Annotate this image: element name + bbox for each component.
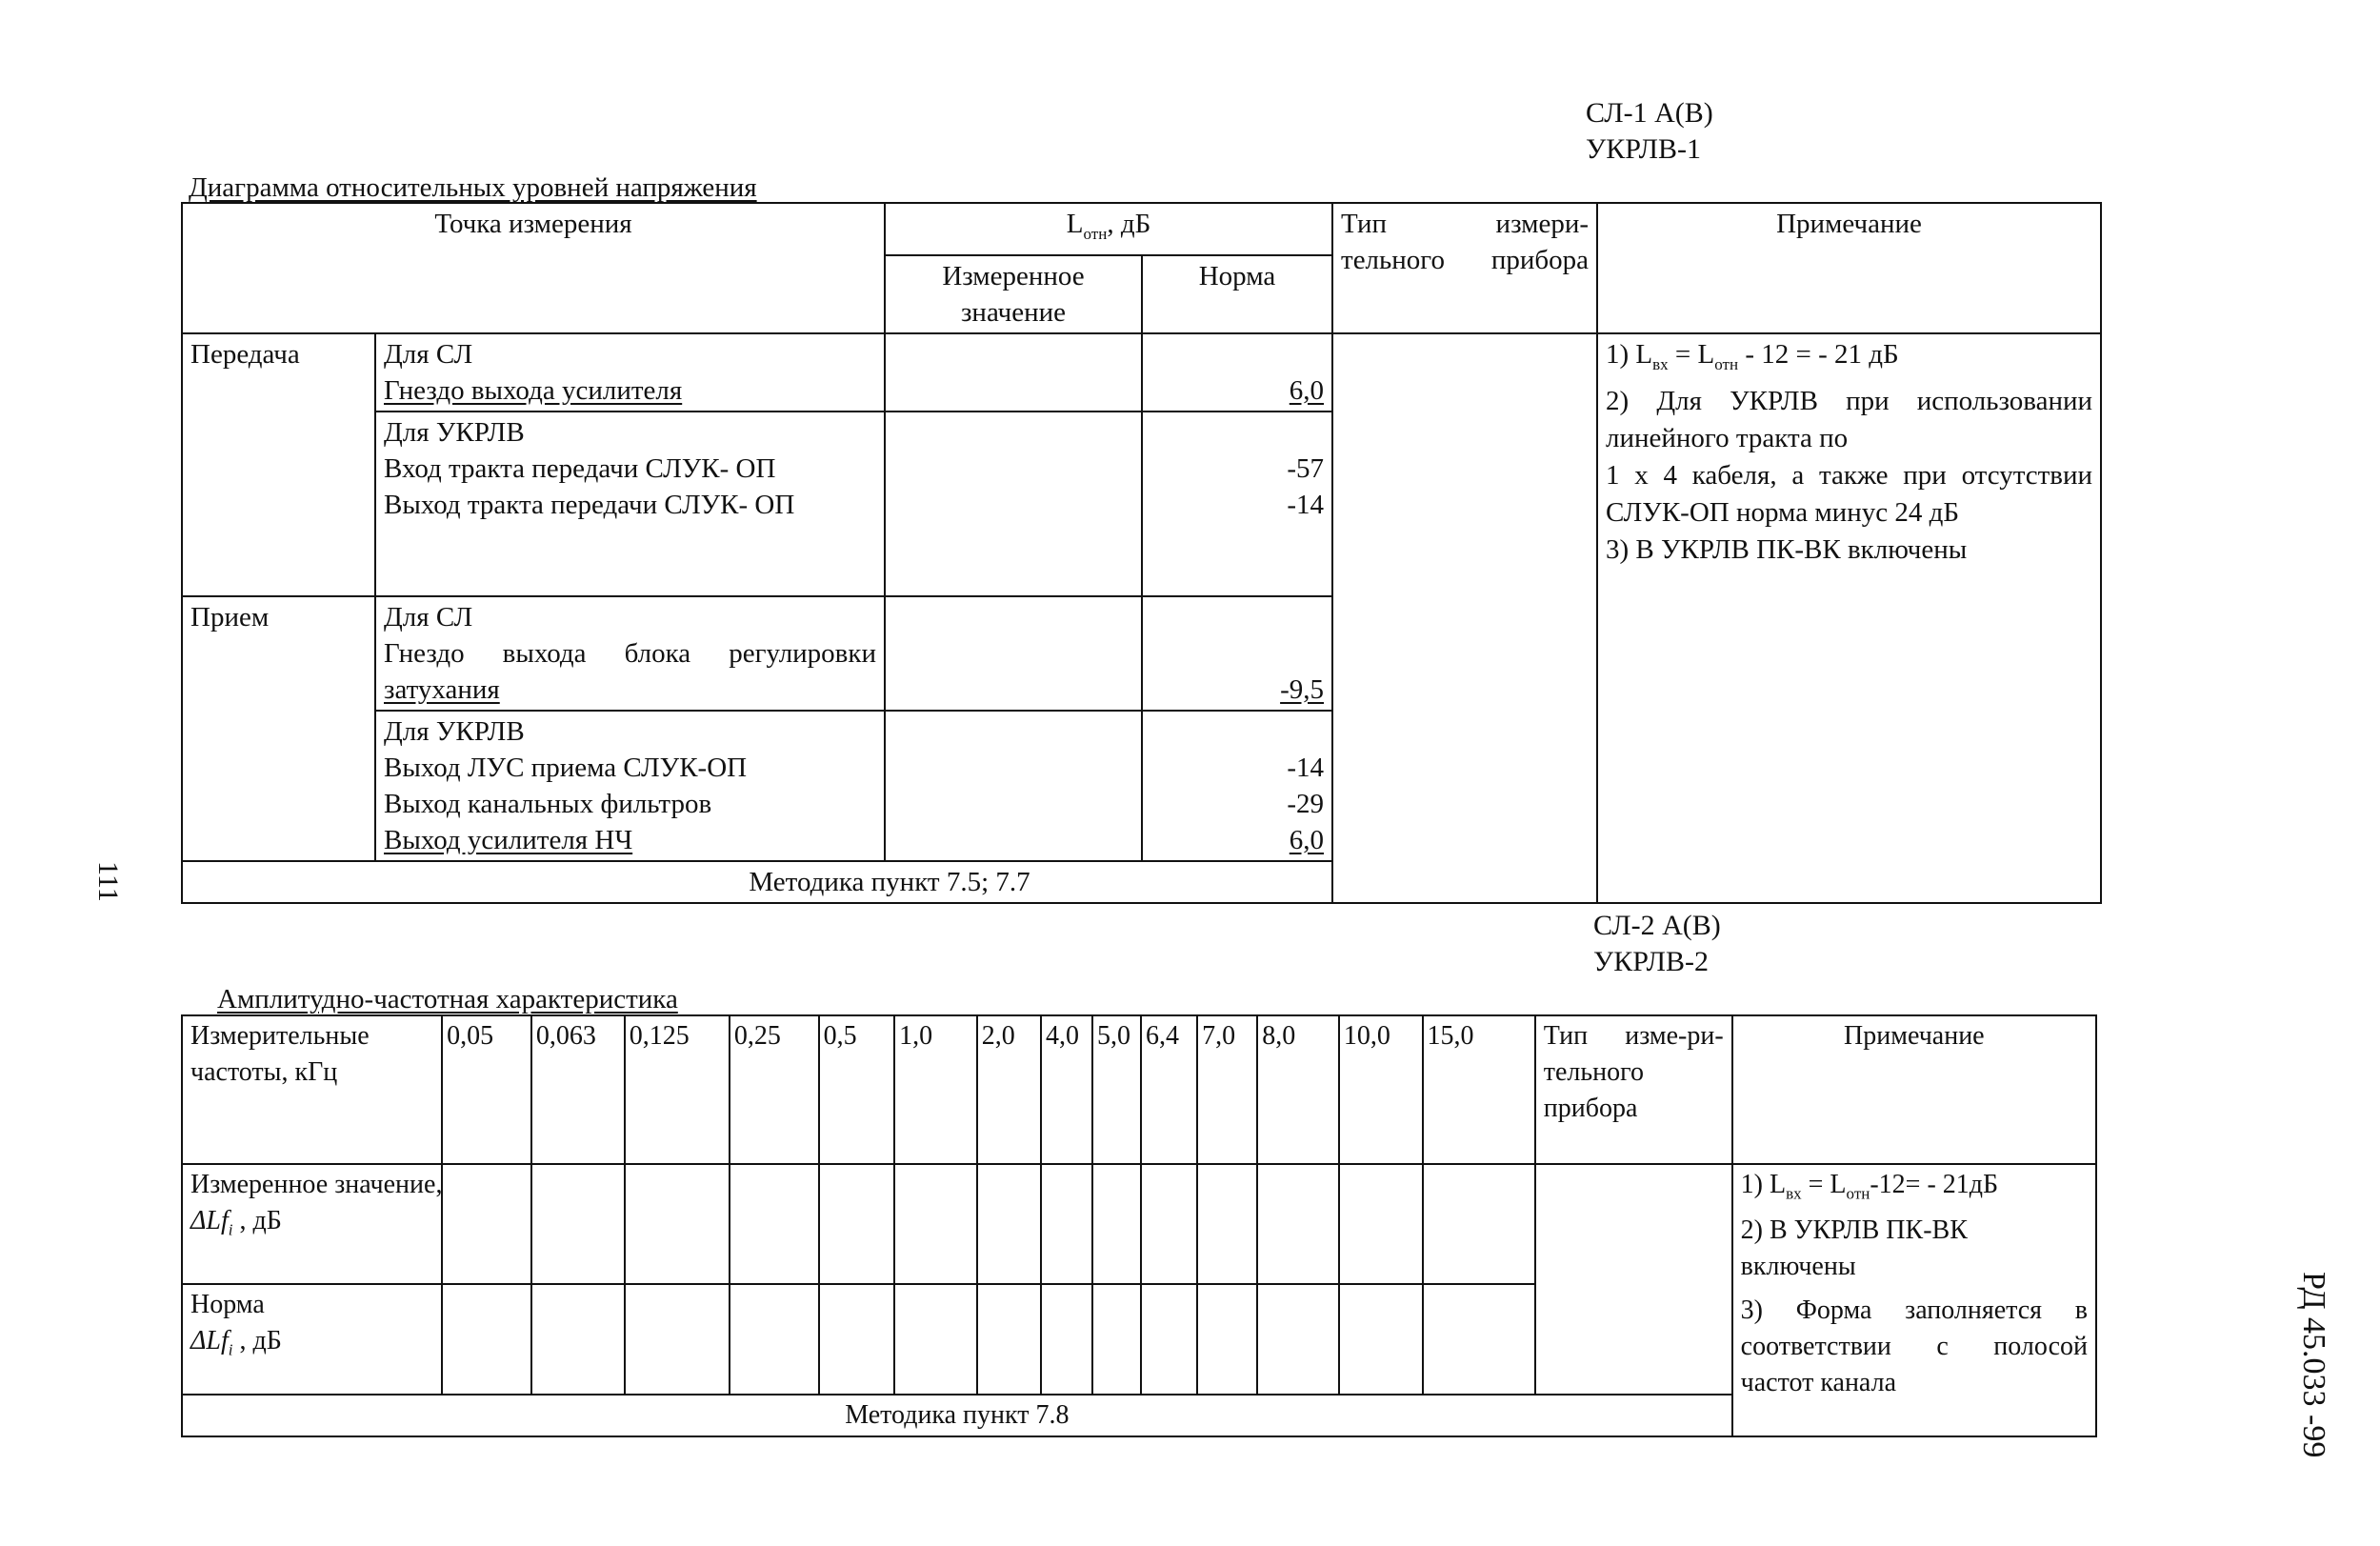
measured-value-cell[interactable] [442,1164,531,1284]
frequency-cell: 0,5 [819,1015,895,1164]
device-header: Тип измери-тельного прибора [1332,203,1597,333]
norm-cell: -14 -29 6,0 [1142,711,1332,861]
measured-value-cell[interactable] [819,1164,895,1284]
form1-code: СЛ-1 А(В) [1586,97,1713,129]
frequency-cell: 15,0 [1423,1015,1535,1164]
section-label: Прием [182,596,375,861]
norm-cell: 6,0 [1142,333,1332,412]
form2-subcode: УКРЛВ-2 [1593,946,1710,977]
frequency-cell: 5,0 [1092,1015,1141,1164]
norm-value-cell[interactable] [1197,1284,1257,1395]
device-cell[interactable] [1535,1164,1732,1395]
measured-cell[interactable] [885,412,1142,596]
method-footer: Методика пункт 7.5; 7.7 [182,861,1597,903]
measured-value-cell[interactable] [1197,1164,1257,1284]
frequency-cell: 0,25 [730,1015,819,1164]
measured-value-cell[interactable] [1339,1164,1423,1284]
frequency-cell: 0,125 [625,1015,730,1164]
measured-value-cell[interactable] [730,1164,819,1284]
norm-cell: -57 -14 [1142,412,1332,596]
point-cell: Для СЛ Гнездо выхода блока регулировки затухания [375,596,885,711]
norm-header: Норма [1142,255,1332,333]
form2-caption: Амплитудно-частотная характеристика [217,984,678,1014]
point-cell: Для СЛ Гнездо выхода усилителя [375,333,885,412]
section-label: Передача [182,333,375,596]
norm-value-cell[interactable] [894,1284,977,1395]
point-cell: Для УКРЛВ Выход ЛУС приема СЛУК-ОП Выход канальных фильтров Выход усилителя НЧ [375,711,885,861]
frequency-cell: 0,063 [531,1015,625,1164]
norm-value-cell[interactable] [1423,1284,1535,1395]
note-header: Примечание [1732,1015,2096,1164]
frequency-cell: 4,0 [1041,1015,1092,1164]
frequency-cell: 10,0 [1339,1015,1423,1164]
norm-cell: -9,5 [1142,596,1332,711]
measured-value-cell[interactable] [1257,1164,1339,1284]
measured-row-label: Измеренное значение, ΔLf$_i$ , дБ [182,1164,442,1284]
norm-value-cell[interactable] [531,1284,625,1395]
measured-value-cell[interactable] [531,1164,625,1284]
measured-cell[interactable] [885,711,1142,861]
norm-value-cell[interactable] [1092,1284,1141,1395]
norm-value-cell[interactable] [1339,1284,1423,1395]
form1-subcode: УКРЛВ-1 [1586,133,1702,165]
frequency-response-table [181,1014,2097,1437]
norm-value-cell[interactable] [625,1284,730,1395]
frequency-cell: 8,0 [1257,1015,1339,1164]
method-footer: Методика пункт 7.8 [182,1395,1732,1436]
document-code: РД 45.033 -99 [2296,1272,2331,1458]
point-cell: Для УКРЛВ Вход тракта передачи СЛУК- ОП Выход тракта передачи СЛУК- ОП [375,412,885,596]
frequency-cell: 6,4 [1141,1015,1197,1164]
frequency-cell: 7,0 [1197,1015,1257,1164]
measured-value-cell[interactable] [625,1164,730,1284]
frequency-cell: 2,0 [977,1015,1041,1164]
norm-value-cell[interactable] [1141,1284,1197,1395]
measured-value-cell[interactable] [1141,1164,1197,1284]
measured-value-cell[interactable] [1041,1164,1092,1284]
device-header: Тип изме-ри-тельного прибора [1535,1015,1732,1164]
norm-value-cell[interactable] [977,1284,1041,1395]
norm-value-cell[interactable] [819,1284,895,1395]
norm-value-cell[interactable] [730,1284,819,1395]
frequency-header: Измерительные частоты, кГц [182,1015,442,1164]
notes-cell: 1) $L_{вх} = L_{отн}-12= - 21дБ$ 2) В УКРЛВ ПК-ВК включены 3) Форма заполняется в соответствии с полосой частот канала [1732,1164,2096,1436]
frequency-cell: 1,0 [894,1015,977,1164]
level-diagram-table [181,202,2102,904]
measured-value-cell[interactable] [1092,1164,1141,1284]
measured-value-cell[interactable] [977,1164,1041,1284]
measured-value-cell[interactable] [894,1164,977,1284]
norm-row-label: Норма ΔLf$_i$ , дБ [182,1284,442,1395]
device-cell[interactable] [1332,333,1597,903]
measured-value-cell[interactable] [1423,1164,1535,1284]
measured-cell[interactable] [885,333,1142,412]
frequency-cell: 0,05 [442,1015,531,1164]
page-number: 111 [92,861,124,902]
measured-cell[interactable] [885,596,1142,711]
norm-value-cell[interactable] [442,1284,531,1395]
norm-value-cell[interactable] [1041,1284,1092,1395]
measured-header: Измеренное значение [885,255,1142,333]
notes-cell: 1) $L_{вх} = L_{отн} - 12$ = - 21 дБ 2) Для УКРЛВ при использовании линейного тракта по 1 х 4 кабеля, а также при отсутствии СЛУК-ОП норма минус 24 дБ 3) В УКРЛВ ПК-ВК включены [1597,333,2101,903]
level-header: $L_{отн}$, дБ [885,203,1332,255]
norm-value-cell[interactable] [1257,1284,1339,1395]
form2-code: СЛ-2 А(В) [1593,910,1721,941]
note-header: Примечание [1597,203,2101,333]
form1-caption: Диаграмма относительных уровней напряжения [189,172,757,203]
point-header: Точка измерения [182,203,885,333]
